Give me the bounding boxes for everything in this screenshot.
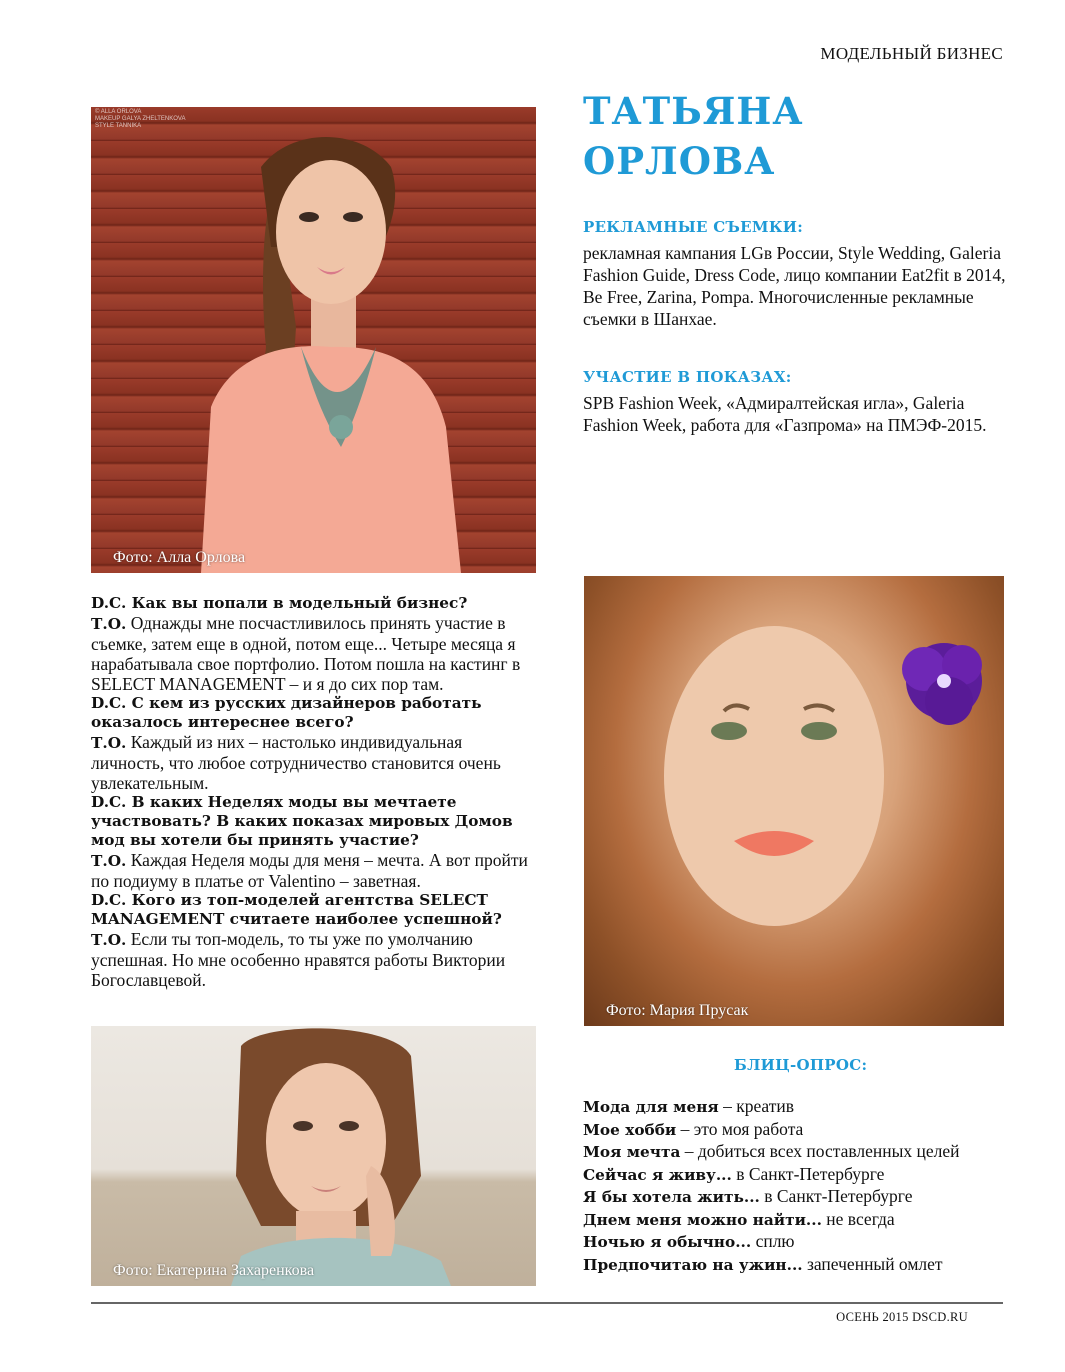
photo-credit-2: Фото: Мария Прусак — [606, 1002, 749, 1019]
title-line-2: ОРЛОВА — [583, 139, 776, 183]
shows-heading: УЧАСТИЕ В ПОКАЗАХ: — [583, 368, 792, 386]
blitz-item — [583, 1231, 1023, 1254]
shows-block — [583, 368, 1008, 436]
blitz-item — [583, 1096, 1023, 1119]
ads-text: рекламная кампания LGв России, Style Wedding, Galeria Fashion Guide, Dress Code, лицо компании Eat2fit в 2014, Be Free, Zarina, Pompa. Многочисленные рекламные съемки в Шанхае. — [583, 243, 1006, 329]
photo-red-wall-illustration — [91, 107, 536, 573]
blitz-key: Днем меня можно найти... — [583, 1210, 822, 1229]
answer-label: Т.О. — [91, 852, 127, 870]
answer-3 — [91, 850, 536, 891]
answer-4 — [91, 929, 536, 990]
blitz-value: – добиться всех поставленных целей — [680, 1141, 960, 1161]
answer-2 — [91, 732, 536, 793]
title-line-1: ТАТЬЯНА — [583, 89, 804, 133]
blitz-key: Мое хобби — [583, 1120, 677, 1139]
answer-text: Каждый из них – настолько индивидуальная личность, что любое сотрудничество становится очень увлекательным. — [91, 732, 501, 793]
question-1: D.C. Как вы попали в модельный бизнес? — [91, 594, 468, 612]
question-3: D.C. В каких Неделях моды вы мечтаете участвовать? В каких показах мировых Домов мод вы хотели бы принять участие? — [91, 793, 513, 849]
ads-block — [583, 218, 1008, 330]
photo-sofa-portrait — [91, 1026, 536, 1286]
answer-label: Т.О. — [91, 734, 127, 752]
photo-portrait-flower-illustration — [584, 576, 1004, 1026]
blitz-key: Я бы хотела жить... — [583, 1188, 760, 1206]
blitz-key: Предпочитаю на ужин... — [583, 1255, 803, 1274]
blitz-heading: БЛИЦ-ОПРОС: — [734, 1056, 868, 1074]
blitz-value: – креатив — [718, 1096, 795, 1116]
footer-divider — [91, 1302, 1003, 1304]
blitz-item — [583, 1254, 1023, 1277]
question-2: D.C. С кем из русских дизайнеров работать оказалось интереснее всего? — [91, 694, 482, 731]
interview — [91, 594, 536, 990]
blitz-key: Ночью я обычно... — [583, 1233, 752, 1251]
question-4: D.C. Кого из топ-моделей агентства SELECT MANAGEMENT считаете наиболее успешной? — [91, 891, 502, 928]
photo-red-wall — [91, 107, 536, 573]
page-title — [583, 86, 1023, 186]
blitz-key: Мода для меня — [583, 1098, 719, 1116]
answer-text: Каждая Неделя моды для меня – мечта. А вот пройти по подиуму в платье от Valentino – заветная. — [91, 850, 528, 891]
blitz-key: Сейчас я живу... — [583, 1165, 732, 1184]
blitz-item — [583, 1209, 1023, 1232]
answer-text: Если ты топ-модель, то ты уже по умолчанию успешная. Но мне особенно нравятся работы Виктории Богославцевой. — [91, 929, 506, 990]
ads-heading: РЕКЛАМНЫЕ СЪЕМКИ: — [583, 218, 804, 236]
photo-credit-3: Фото: Екатерина Захаренкова — [113, 1262, 315, 1279]
blitz-value: – это моя работа — [676, 1118, 804, 1139]
answer-label: Т.О. — [91, 931, 127, 949]
blitz-item — [583, 1141, 1023, 1164]
blitz-list — [583, 1096, 1023, 1276]
blitz-value: запеченный омлет — [802, 1253, 943, 1274]
blitz-item — [583, 1119, 1023, 1142]
blitz-key: Моя мечта — [583, 1143, 681, 1161]
section-label: МОДЕЛЬНЫЙ БИЗНЕС — [820, 44, 1003, 63]
photo-sofa-portrait-illustration — [91, 1026, 536, 1286]
blitz-value: сплю — [751, 1231, 795, 1251]
photo-small-credits: © ALLA ORLOVA MAKEUP GALYA ZHELTENKOVA STYLE TANNIKA — [95, 109, 186, 129]
shows-text: SPB Fashion Week, «Адмиралтейская игла», Galeria Fashion Week, работа для «Газпрома» на ПМЭФ-2015. — [583, 393, 987, 435]
footer-text: ОСЕНЬ 2015 DSCD.RU — [836, 1310, 968, 1324]
answer-text: Однажды мне посчастливилось принять участие в съемке, затем еще в одной, потом еще... Четыре месяца я нарабатывала свое портфолио. Потом пошла на кастинг в SELECT MANAGEMENT – и я до сих пор там. — [91, 613, 521, 694]
blitz-value: не всегда — [821, 1208, 895, 1229]
blitz-value: в Санкт-Петербурге — [759, 1186, 913, 1206]
answer-1 — [91, 613, 536, 694]
blitz-item — [583, 1164, 1023, 1187]
photo-credit-1: Фото: Алла Орлова — [113, 549, 246, 566]
photo-portrait-flower — [584, 576, 1004, 1026]
blitz-item — [583, 1186, 1023, 1209]
blitz-value: в Санкт-Петербурге — [731, 1163, 885, 1184]
answer-label: Т.О. — [91, 615, 127, 633]
